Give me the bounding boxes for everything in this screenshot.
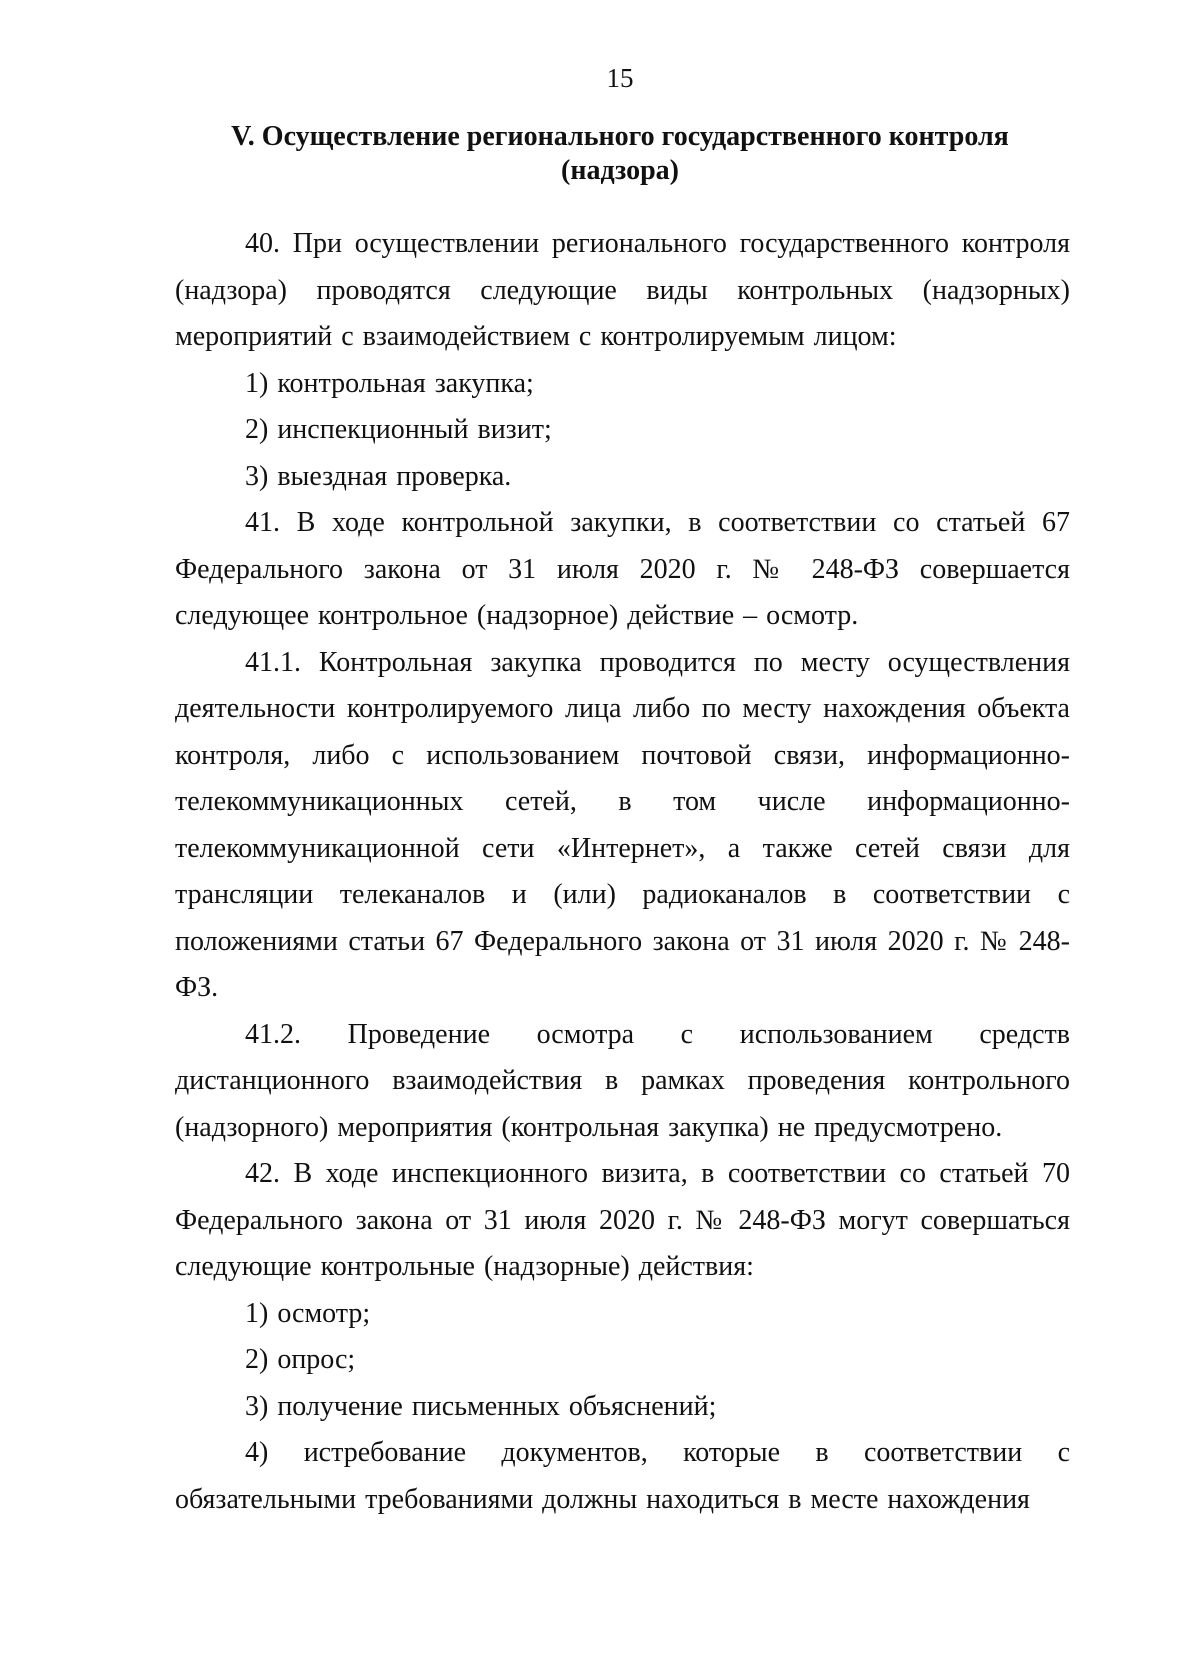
section-title-line-2: (надзора)	[561, 155, 679, 186]
paragraph-41: 41. В ходе контрольной закупки, в соответствии со статьей 67 Федерального закона от 31 июля 2020 г. № 248-ФЗ совершается следующее контрольное (надзорное) действие – осмотр.	[175, 507, 1070, 631]
list-item-40-3: 3) выездная проверка.	[245, 460, 512, 492]
section-title	[175, 120, 1065, 188]
list-item-42-2: 2) опрос;	[245, 1344, 356, 1375]
list-item-42-4: 4) истребование документов, которые в соответствии с обязательными требованиями должны находиться в месте нахождения	[175, 1437, 1070, 1515]
paragraph-41-2: 41.2. Проведение осмотра с использованием средств дистанционного взаимодействия в рамках проведения контрольного (надзорного) мероприятия (контрольная закупка) не предусмотрено.	[175, 1018, 1070, 1143]
page-number: 15	[606, 63, 634, 93]
paragraph-42: 42. В ходе инспекционного визита, в соответствии со статьей 70 Федерального закона от 31 июля 2020 г. № 248-ФЗ могут совершаться следующие контрольные (надзорные) действия:	[175, 1158, 1070, 1282]
section-title-line-1: V. Осуществление регионального государственного контроля	[231, 121, 1009, 152]
document-body	[175, 221, 1070, 1523]
list-item-42-1: 1) осмотр;	[245, 1297, 371, 1329]
list-item-40-1: 1) контрольная закупка;	[245, 367, 534, 399]
list-item-42-3: 3) получение письменных объяснений;	[245, 1390, 717, 1422]
paragraph-41-1: 41.1. Контрольная закупка проводится по месту осуществления деятельности контролируемого лица либо по месту нахождения объекта контроля, либо с использованием почтовой связи, информационно-телекоммуникационных сетей, в том числе информационно-телекоммуникационной сети «Интернет», а также сетей связи для трансляции телеканалов и (или) радиоканалов в соответствии с положениями статьи 67 Федерального закона от 31 июля 2020 г. № 248-ФЗ.	[175, 646, 1070, 1003]
paragraph-40: 40. При осуществлении регионального государственного контроля (надзора) проводятся следующие виды контрольных (надзорных) мероприятий с взаимодействием с контролируемым лицом:	[175, 228, 1070, 352]
list-item-40-2: 2) инспекционный визит;	[245, 414, 552, 445]
